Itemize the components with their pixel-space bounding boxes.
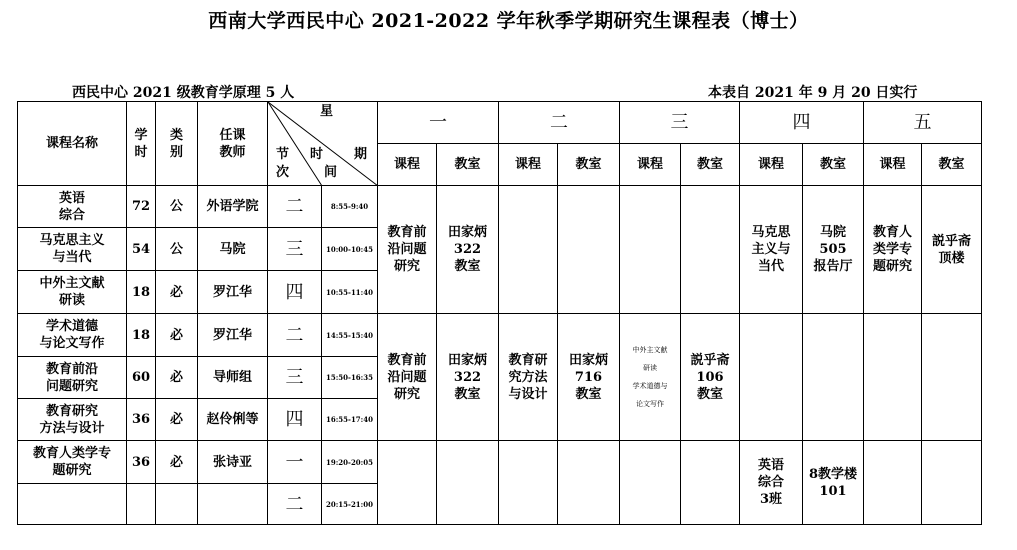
room-col-header-3-text: 教室	[696, 157, 723, 172]
diagonal-label-jian: 间	[324, 165, 338, 180]
header-hours-text: 学 时	[134, 127, 148, 160]
course-teacher-0-text: 外语学院	[206, 199, 259, 214]
period-num-5	[267, 398, 322, 441]
course-type-5	[155, 398, 198, 441]
day-header-3	[619, 101, 740, 144]
cell-wed-am-room	[680, 185, 740, 314]
room-col-header-5-text: 教室	[938, 157, 965, 172]
day-header-5-text: 五	[913, 112, 932, 133]
period-num-1-text: 三	[285, 238, 304, 260]
course-hours-6	[126, 440, 156, 484]
cell-mon-am-course	[377, 185, 437, 314]
diagonal-label-star: 星	[320, 104, 334, 119]
day-header-1-text: 一	[429, 112, 447, 133]
course-name-6	[17, 440, 127, 484]
header-diagonal-cell	[267, 101, 378, 186]
course-hours-1	[126, 227, 156, 271]
course-name-0-text: 英语 综合	[58, 190, 85, 223]
cell-fri-am-room	[921, 185, 982, 314]
cell-mon-ev-course	[377, 440, 437, 525]
course-hours-4	[126, 356, 156, 399]
period-num-7-text: 二	[285, 493, 304, 515]
cell-tue-pm-room	[557, 313, 620, 441]
course-hours-0-text: 72	[131, 199, 151, 214]
period-time-1-text: 10:00-10:45	[325, 244, 374, 254]
cell-tue-am-course	[498, 185, 558, 314]
course-type-6-text: 必	[169, 454, 183, 470]
course-type-3	[155, 313, 198, 357]
course-teacher-2-text: 罗江华	[212, 284, 252, 300]
room-col-header-2-text: 教室	[575, 157, 602, 172]
day-header-3-text: 三	[670, 112, 689, 133]
cell-fri-ev-room	[921, 440, 982, 525]
period-num-2-text: 四	[285, 281, 304, 303]
day-header-1	[377, 101, 499, 144]
cell-tue-am-room	[557, 185, 620, 314]
course-type-2	[155, 270, 198, 314]
room-col-header-1-text: 教室	[454, 157, 481, 172]
cell-thu-am-room-text: 马院 505 报告厅	[813, 225, 853, 274]
period-time-3-text: 14:55-15:40	[325, 330, 374, 340]
period-num-1	[267, 227, 322, 271]
course-col-header-5-text: 课程	[879, 157, 906, 172]
course-col-header-1	[377, 143, 437, 186]
diagonal-label-ci: 次	[276, 165, 290, 180]
period-num-5-text: 四	[285, 409, 304, 430]
course-hours-7	[126, 483, 156, 525]
cell-mon-am-room	[436, 185, 499, 314]
course-type-1-text: 公	[169, 241, 183, 257]
room-col-header-5	[921, 143, 982, 186]
header-course-name	[17, 101, 127, 186]
course-teacher-3-text: 罗江华	[212, 327, 252, 343]
course-teacher-2	[197, 270, 268, 314]
room-col-header-2	[557, 143, 620, 186]
room-col-header-4-text: 教室	[819, 157, 846, 172]
cell-fri-pm-course	[863, 313, 922, 441]
cell-thu-ev-course	[739, 440, 803, 525]
cell-mon-pm-course	[377, 313, 437, 441]
course-teacher-3	[197, 313, 268, 357]
period-time-5-text: 16:55-17:40	[325, 415, 374, 424]
course-name-3	[17, 313, 127, 357]
cell-mon-pm-room	[436, 313, 499, 441]
period-num-0	[267, 185, 322, 228]
period-num-3	[267, 313, 322, 357]
cell-fri-am-course-text: 教育人 类学专 题研究	[872, 225, 912, 274]
day-header-4	[739, 101, 864, 144]
cell-mon-am-course-text: 教育前 沿问题 研究	[387, 225, 427, 274]
cell-wed-ev-room	[680, 440, 740, 525]
course-hours-3-text: 18	[131, 327, 151, 343]
cell-wed-pm-course	[619, 313, 681, 441]
course-hours-4-text: 60	[131, 370, 151, 385]
course-name-1-text: 马克思主义 与当代	[39, 233, 105, 265]
cell-wed-pm-course-text: 中外主文献 研读 学术道德与 论文写作	[632, 346, 668, 408]
header-teacher-text: 任课 教师	[219, 127, 246, 160]
cell-fri-am-room-text: 説乎斋 顶楼	[931, 233, 971, 266]
course-hours-5	[126, 398, 156, 441]
cell-thu-ev-course-text: 英语 综合 3班	[757, 458, 784, 507]
course-name-5	[17, 398, 127, 441]
course-name-1	[17, 227, 127, 271]
cell-wed-am-course	[619, 185, 681, 314]
course-hours-3	[126, 313, 156, 357]
period-time-7	[321, 483, 378, 525]
cell-tue-pm-course	[498, 313, 558, 441]
course-hours-1-text: 54	[131, 241, 151, 257]
header-hours	[126, 101, 156, 186]
cell-fri-pm-room	[921, 313, 982, 441]
room-col-header-1	[436, 143, 499, 186]
class-info: 西民中心 2021 级教育学原理 5 人	[72, 85, 295, 101]
cell-fri-am-course	[863, 185, 922, 314]
cell-mon-pm-room-text: 田家炳 322 教室	[447, 352, 487, 402]
period-time-2	[321, 270, 378, 314]
course-teacher-6	[197, 440, 268, 484]
period-time-1	[321, 227, 378, 271]
cell-thu-ev-room	[802, 440, 864, 525]
course-type-0	[155, 185, 198, 228]
diagonal-label-qi: 期	[354, 147, 368, 162]
header-teacher	[197, 101, 268, 186]
cell-thu-am-room	[802, 185, 864, 314]
cell-wed-pm-room-text: 説乎斋 106 教室	[690, 352, 730, 402]
period-num-3-text: 二	[285, 324, 304, 346]
room-col-header-4	[802, 143, 864, 186]
room-col-header-3	[680, 143, 740, 186]
period-time-2-text: 10:55-11:40	[325, 287, 374, 297]
period-num-6	[267, 440, 322, 484]
cell-thu-ev-room-text: 8教学楼 101	[808, 466, 858, 499]
cell-mon-ev-room	[436, 440, 499, 525]
cell-tue-pm-course-text: 教育研 究方法 与设计	[508, 352, 548, 402]
course-type-5-text: 必	[169, 412, 183, 427]
cell-thu-am-course	[739, 185, 803, 314]
period-time-3	[321, 313, 378, 357]
cell-mon-pm-course-text: 教育前 沿问题 研究	[387, 352, 427, 402]
period-num-7	[267, 483, 322, 525]
course-name-5-text: 教育研究 方法与设计	[39, 403, 105, 436]
course-hours-2-text: 18	[131, 284, 151, 300]
course-col-header-2-text: 课程	[514, 157, 541, 172]
course-teacher-1-text: 马院	[219, 241, 246, 257]
period-time-5	[321, 398, 378, 441]
cell-thu-pm-room	[802, 313, 864, 441]
period-num-4-text: 三	[285, 367, 304, 388]
course-type-7	[155, 483, 198, 525]
day-header-2	[498, 101, 620, 144]
day-header-4-text: 四	[792, 112, 811, 133]
period-time-0	[321, 185, 378, 228]
course-type-1	[155, 227, 198, 271]
course-type-2-text: 必	[169, 284, 183, 300]
period-time-0-text: 8:55-9:40	[330, 202, 369, 211]
period-time-6	[321, 440, 378, 484]
course-col-header-3-text: 课程	[636, 157, 663, 172]
header-type-text: 类 别	[169, 127, 183, 160]
course-hours-5-text: 36	[131, 412, 151, 427]
course-teacher-4	[197, 356, 268, 399]
course-teacher-5-text: 赵伶俐等	[206, 412, 259, 427]
day-header-5	[863, 101, 982, 144]
course-name-3-text: 学术道德 与论文写作	[39, 319, 105, 351]
course-teacher-1	[197, 227, 268, 271]
course-name-4-text: 教育前沿 问题研究	[45, 361, 98, 394]
schedule-table	[17, 101, 981, 524]
period-num-0-text: 二	[285, 196, 304, 217]
course-teacher-7	[197, 483, 268, 525]
period-time-4-text: 15:50-16:35	[325, 373, 374, 382]
course-col-header-3	[619, 143, 681, 186]
course-name-2	[17, 270, 127, 314]
header-type	[155, 101, 198, 186]
course-name-4	[17, 356, 127, 399]
period-num-4	[267, 356, 322, 399]
diagonal-label-shi: 时	[310, 147, 324, 162]
cell-tue-ev-course	[498, 440, 558, 525]
cell-tue-ev-room	[557, 440, 620, 525]
course-col-header-4-text: 课程	[757, 157, 784, 172]
cell-wed-ev-course	[619, 440, 681, 525]
course-type-3-text: 必	[169, 327, 183, 343]
course-teacher-4-text: 导师组	[212, 370, 252, 385]
course-col-header-5	[863, 143, 922, 186]
diagonal-label-jie: 节	[276, 147, 290, 162]
course-name-6-text: 教育人类学专 题研究	[32, 446, 111, 478]
course-col-header-1-text: 课程	[393, 157, 420, 172]
effective-date: 本表自 2021 年 9 月 20 日实行	[708, 85, 918, 101]
header-course-name-text: 课程名称	[45, 136, 98, 151]
course-name-7	[17, 483, 127, 525]
period-num-6-text: 一	[285, 451, 304, 473]
course-col-header-2	[498, 143, 558, 186]
course-teacher-6-text: 张诗亚	[212, 454, 252, 470]
cell-fri-ev-course	[863, 440, 922, 525]
day-header-2-text: 二	[550, 112, 568, 133]
course-type-4-text: 必	[169, 370, 183, 385]
period-num-2	[267, 270, 322, 314]
page-title: 西南大学西民中心 2021-2022 学年秋季学期研究生课程表（博士）	[208, 10, 809, 32]
cell-thu-pm-course	[739, 313, 803, 441]
course-hours-6-text: 36	[131, 454, 151, 470]
cell-tue-pm-room-text: 田家炳 716 教室	[568, 352, 608, 402]
course-name-0	[17, 185, 127, 228]
course-hours-0	[126, 185, 156, 228]
course-type-6	[155, 440, 198, 484]
course-teacher-0	[197, 185, 268, 228]
course-hours-2	[126, 270, 156, 314]
course-type-0-text: 公	[169, 199, 183, 214]
course-name-2-text: 中外主文献 研读	[39, 276, 105, 308]
course-teacher-5	[197, 398, 268, 441]
cell-thu-am-course-text: 马克思 主义与 当代	[751, 225, 791, 274]
course-col-header-4	[739, 143, 803, 186]
cell-wed-pm-room	[680, 313, 740, 441]
course-type-4	[155, 356, 198, 399]
period-time-6-text: 19:20-20:05	[325, 457, 374, 467]
cell-mon-am-room-text: 田家炳 322 教室	[447, 225, 487, 274]
period-time-7-text: 20:15-21:00	[325, 499, 374, 509]
period-time-4	[321, 356, 378, 399]
